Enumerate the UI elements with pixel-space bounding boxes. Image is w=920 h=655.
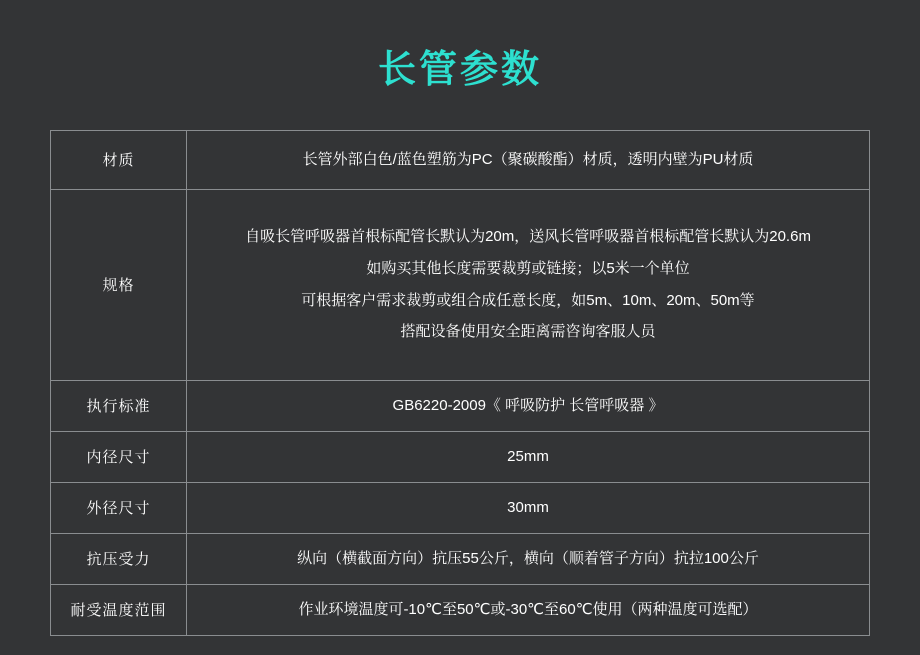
value-line: 作业环境温度可-10℃至50℃或-30℃至60℃使用（两种温度可选配） bbox=[298, 600, 758, 618]
row-value-spec bbox=[187, 189, 870, 380]
row-label-inner-diameter: 内径尺寸 bbox=[51, 431, 187, 482]
value-lines bbox=[187, 594, 869, 626]
row-value-inner-diameter bbox=[187, 431, 870, 482]
value-line: 30mm bbox=[507, 498, 549, 516]
value-line: 纵向（横截面方向）抗压55公斤，横向（顺着管子方向）抗拉100公斤 bbox=[297, 549, 759, 567]
row-value-material bbox=[187, 130, 870, 189]
value-line: 长管外部白色/蓝色塑筋为PC（聚碳酸酯）材质，透明内壁为PU材质 bbox=[302, 150, 754, 168]
spec-table-body bbox=[51, 130, 870, 635]
value-line: GB6220-2009《 呼吸防护 长管呼吸器 》 bbox=[392, 396, 664, 414]
table-row bbox=[51, 533, 870, 584]
value-lines bbox=[187, 492, 869, 524]
row-label-pressure-resistance: 抗压受力 bbox=[51, 533, 187, 584]
value-lines bbox=[187, 221, 869, 348]
row-label-outer-diameter: 外径尺寸 bbox=[51, 482, 187, 533]
value-line: 25mm bbox=[507, 447, 549, 465]
row-value-standard bbox=[187, 380, 870, 431]
value-lines bbox=[187, 390, 869, 422]
table-row bbox=[51, 189, 870, 380]
page-title: 长管参数 bbox=[377, 49, 542, 91]
row-label-standard: 执行标准 bbox=[51, 380, 187, 431]
table-row bbox=[51, 431, 870, 482]
row-label-spec: 规格 bbox=[51, 189, 187, 380]
row-label-temperature-range: 耐受温度范围 bbox=[51, 584, 187, 635]
row-label-material: 材质 bbox=[51, 130, 187, 189]
table-row bbox=[51, 584, 870, 635]
row-value-pressure-resistance bbox=[187, 533, 870, 584]
spec-table-wrapper bbox=[50, 130, 870, 636]
table-row bbox=[51, 130, 870, 189]
value-line: 自吸长管呼吸器首根标配管长默认为20m，送风长管呼吸器首根标配管长默认为20.6m bbox=[245, 228, 811, 246]
value-line: 可根据客户需求裁剪或组合成任意长度，如5m、10m、20m、50m等 bbox=[301, 291, 755, 309]
table-row bbox=[51, 380, 870, 431]
value-lines bbox=[187, 441, 869, 473]
value-line: 搭配设备使用安全距离需咨询客服人员 bbox=[400, 323, 656, 341]
value-lines bbox=[187, 543, 869, 575]
value-line: 如购买其他长度需要裁剪或链接；以5米一个单位 bbox=[366, 259, 690, 277]
value-lines bbox=[187, 144, 869, 176]
row-value-temperature-range bbox=[187, 584, 870, 635]
table-row bbox=[51, 482, 870, 533]
row-value-outer-diameter bbox=[187, 482, 870, 533]
spec-table bbox=[50, 130, 870, 636]
